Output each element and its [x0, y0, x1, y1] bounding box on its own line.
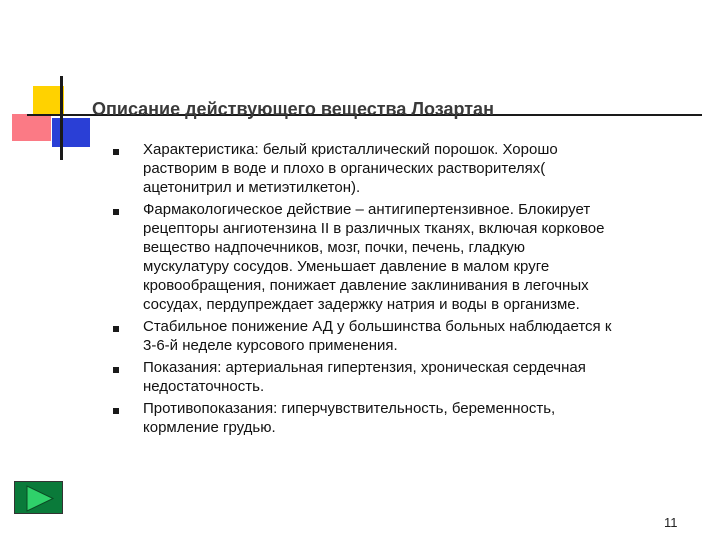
decor-blue-square — [52, 118, 90, 147]
bullet-item — [113, 399, 713, 437]
bullet-text: Показания: артериальная гипертензия, хроническая сердечная недостаточность. — [143, 359, 586, 395]
decor-red-square — [12, 114, 51, 141]
bullet-item — [113, 200, 713, 314]
bullet-square-icon — [113, 149, 119, 155]
bullet-text: Стабильное понижение АД у большинства больных наблюдается к 3-6-й неделе курсового применения. — [143, 318, 612, 354]
next-slide-button[interactable] — [14, 481, 63, 514]
bullet-text: Характеристика: белый кристаллический порошок. Хорошо растворим в воде и плохо в органических растворителях( ацетонитрил и метиэтилкетон). — [143, 141, 558, 196]
bullet-square-icon — [113, 326, 119, 332]
bullet-square-icon — [113, 367, 119, 373]
bullet-item — [113, 140, 713, 197]
bullet-square-icon — [113, 209, 119, 215]
bullet-text: Противопоказания: гиперчувствительность, беременность, кормление грудью. — [143, 400, 556, 436]
bullet-list — [113, 140, 713, 437]
bullet-text: Фармакологическое действие – антигипертензивное. Блокирует рецепторы ангиотензина II в различных тканях, включая корковое вещество надпочечников, мозг, почки, печень, гладкую мускулатуру сосудов. Уменьшает давление в малом круге кровообращения, понижает давление заклинивания в легочных сосудах, пердупреждает задержку натрия и воды в организме. — [143, 201, 605, 313]
decor-vertical-line — [60, 76, 63, 160]
bullet-item — [113, 317, 713, 355]
bullet-square-icon — [113, 408, 119, 414]
slide-title: Описание действующего вещества Лозартан — [92, 99, 494, 119]
page-number: 11 — [664, 515, 678, 530]
play-next-icon — [15, 482, 64, 515]
bullet-item — [113, 358, 713, 396]
